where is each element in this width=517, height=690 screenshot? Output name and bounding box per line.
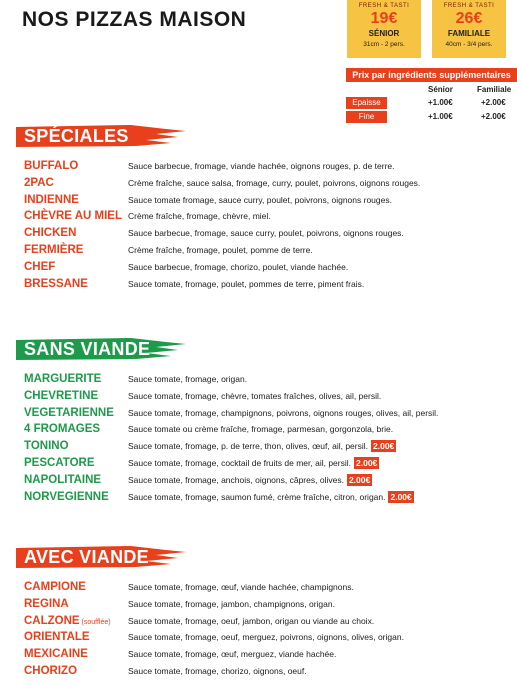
pizza-description: Sauce tomate, fromage, chèvre, tomates fraîches, olives, ail, persil.	[128, 390, 382, 401]
price-familiale: 26€	[455, 10, 483, 27]
pizza-description: Sauce tomate, fromage, chorizo, oignons, oeuf.	[128, 666, 307, 676]
pizza-name: ORIENTALE	[24, 631, 90, 644]
pizza-description: Crème fraîche, fromage, poulet, pomme de terre.	[128, 245, 313, 255]
price-senior: 19€	[370, 10, 398, 27]
pizza-name: TONINO	[24, 440, 69, 453]
section-banner-avec-viande	[16, 545, 194, 569]
crust-label-fine: Fine	[346, 111, 387, 123]
pizza-description: Sauce tomate, fromage, p. de terre, thon, olives, œuf, ail, persil. 2.00€	[128, 441, 395, 452]
page-title: NOS PIZZAS MAISON	[22, 8, 247, 31]
supplement-price-badge: 2.00€	[390, 491, 412, 502]
supplement-price-badge: 2.00€	[373, 441, 395, 452]
section-title: SPÉCIALES	[24, 126, 129, 146]
pizza-description: Sauce tomate, fromage, poulet, pommes de terre, piment frais.	[128, 278, 365, 289]
pizza-description: Sauce tomate, fromage, cocktail de fruits de mer, ail, persil. 2.00€	[128, 458, 378, 468]
pizza-name: CHICKEN	[24, 227, 77, 240]
price-box-senior	[347, 0, 421, 58]
pizza-description: Sauce tomate, fromage, jambon, champignons, origan.	[128, 598, 335, 609]
extras-col-familiale: Familiale	[477, 85, 512, 94]
crust-price-familiale: +2.00€	[481, 98, 506, 107]
pizza-name: CHORIZO	[24, 665, 78, 677]
pizza-name: BUFFALO	[24, 160, 79, 172]
size-info-senior: 31cm - 2 pers.	[363, 41, 405, 48]
size-info-familiale: 40cm - 3/4 pers.	[445, 41, 493, 48]
pizza-name: 2PAC	[24, 176, 54, 189]
supplement-price-badge: 2.00€	[348, 474, 371, 485]
section-banner-speciales	[16, 124, 194, 148]
extras-header: Prix par ingrédients supplémentaires	[346, 68, 517, 82]
size-name-senior: SÉNIOR	[368, 29, 400, 38]
crust-label-epaisse: Epaisse	[346, 97, 387, 109]
pizza-name: CHEVRETINE	[24, 389, 99, 402]
pizza-description: Sauce tomate, fromage, œuf, merguez, viande hachée.	[128, 649, 337, 660]
pizza-description: Sauce tomate ou crème fraîche, fromage, parmesan, gorgonzola, brie.	[128, 424, 394, 435]
pizza-name: NAPOLITAINE	[24, 473, 102, 486]
supplement-price-badge: 2.00€	[356, 458, 378, 468]
section-title: AVEC VIANDE	[24, 547, 149, 567]
pizza-name: MEXICAINE	[24, 648, 88, 661]
pizza-description: Sauce barbecue, fromage, chorizo, poulet, viande hachée.	[128, 261, 349, 272]
crust-price-familiale: +2.00€	[481, 112, 506, 121]
pizza-name: CAMPIONE	[24, 581, 86, 593]
pizza-name: CALZONE (soufflée)	[24, 614, 111, 627]
pizza-description: Sauce barbecue, fromage, sauce curry, poulet, poivrons, oignons rouges.	[128, 228, 404, 239]
pizza-name: INDIENNE	[24, 193, 79, 206]
pizza-description: Sauce tomate, fromage, oeuf, jambon, origan ou viande au choix.	[128, 615, 375, 626]
pizza-name: VEGETARIENNE	[24, 406, 114, 419]
pizza-name: 4 FROMAGES	[24, 423, 101, 436]
section-title: SANS VIANDE	[24, 339, 151, 359]
pizza-description: Sauce barbecue, fromage, viande hachée, oignons rouges, p. de terre.	[128, 161, 395, 171]
extras-col-senior: Sénior	[428, 85, 453, 94]
brand-tag: FRESH & TASTI	[358, 3, 410, 9]
pizza-description: Crème fraîche, fromage, chèvre, miel.	[128, 211, 271, 222]
pizza-description: Sauce tomate, fromage, oeuf, merguez, poivrons, oignons, olives, origan.	[128, 632, 404, 643]
pizza-name: PESCATORE	[24, 457, 95, 469]
section-banner-sans-viande	[16, 337, 194, 361]
pizza-note: (soufflée)	[79, 618, 111, 626]
pizza-description: Crème fraîche, sauce salsa, fromage, curry, poulet, poivrons, oignons rouges.	[128, 177, 421, 188]
crust-price-senior: +1.00€	[428, 112, 453, 121]
pizza-name: MARGUERITE	[24, 373, 102, 385]
pizza-description: Sauce tomate, fromage, champignons, poivrons, oignons rouges, olives, ail, persil.	[128, 407, 439, 418]
crust-price-senior: +1.00€	[428, 98, 453, 107]
price-box-familiale	[432, 0, 506, 58]
pizza-description: Sauce tomate, fromage, origan.	[128, 374, 248, 384]
pizza-name: NORVEGIENNE	[24, 490, 109, 503]
pizza-description: Sauce tomate, fromage, anchois, oignons, câpres, olives. 2.00€	[128, 474, 371, 485]
pizza-name: FERMIÈRE	[24, 244, 84, 256]
pizza-description: Sauce tomate fromage, sauce curry, poulet, poivrons, oignons rouges.	[128, 194, 392, 205]
pizza-description: Sauce tomate, fromage, œuf, viande hachée, champignons.	[128, 582, 354, 592]
pizza-name: CHEF	[24, 260, 56, 273]
pizza-name: CHÈVRE AU MIEL	[24, 210, 122, 223]
size-name-familiale: FAMILIALE	[447, 29, 491, 38]
pizza-name: BRESSANE	[24, 277, 88, 290]
pizza-description: Sauce tomate, fromage, saumon fumé, crème fraîche, citron, origan. 2.00€	[128, 491, 412, 502]
brand-tag: FRESH & TASTI	[443, 3, 495, 9]
pizza-name: REGINA	[24, 597, 69, 610]
